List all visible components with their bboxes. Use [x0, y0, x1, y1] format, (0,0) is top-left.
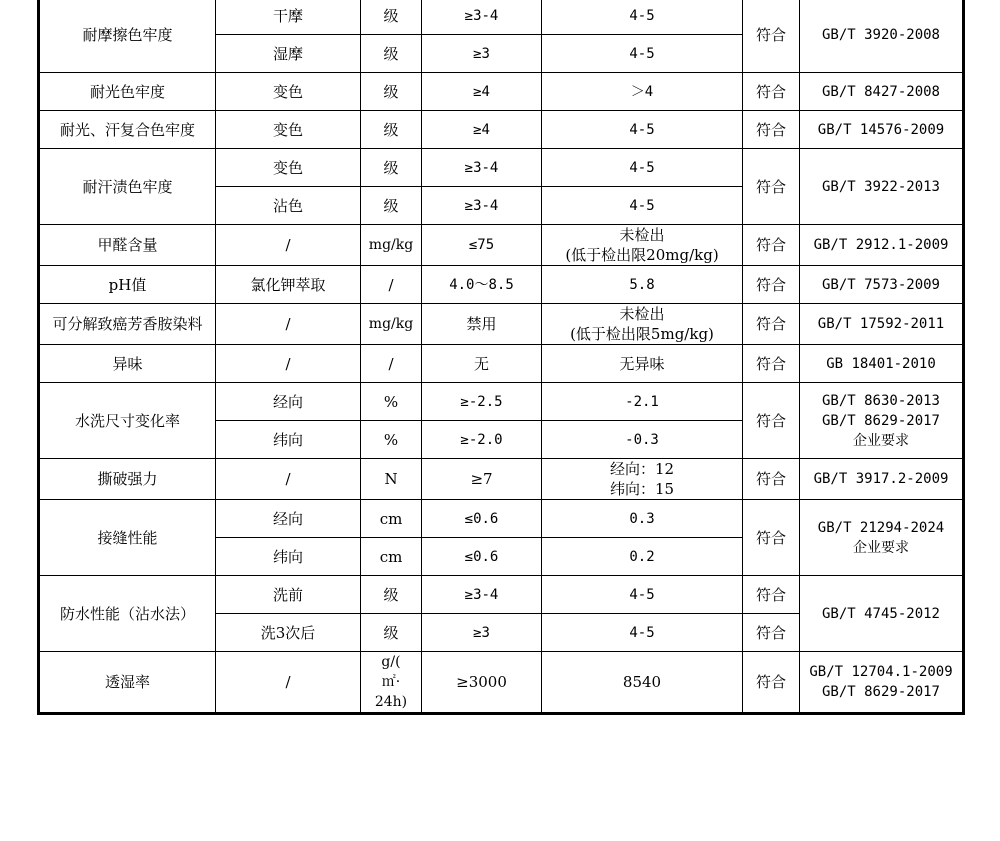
table-row — [39, 111, 964, 149]
verdict-cell: 符合 — [743, 500, 800, 576]
result-cell: 0.2 — [542, 538, 743, 576]
requirement-cell: ≥3-4 — [422, 0, 542, 35]
condition-cell: 纬向 — [216, 538, 361, 576]
result-cell: 0.3 — [542, 500, 743, 538]
test-item-cell: 甲醛含量 — [39, 225, 216, 266]
verdict-cell: 符合 — [743, 304, 800, 345]
condition-cell: 经向 — [216, 383, 361, 421]
unit-cell: 级 — [361, 576, 422, 614]
unit-cell: 级 — [361, 149, 422, 187]
unit-cell: % — [361, 383, 422, 421]
condition-cell: 洗3次后 — [216, 614, 361, 652]
table-row — [39, 149, 964, 187]
requirement-cell: ≥3-4 — [422, 187, 542, 225]
standard-cell: GB/T 21294-2024 企业要求 — [800, 500, 964, 576]
requirement-cell: ≤0.6 — [422, 500, 542, 538]
condition-cell: 湿摩 — [216, 35, 361, 73]
standard-cell: GB 18401-2010 — [800, 345, 964, 383]
requirement-cell: 无 — [422, 345, 542, 383]
test-item-cell: 透湿率 — [39, 652, 216, 714]
condition-cell: 变色 — [216, 73, 361, 111]
test-item-cell: 耐光、汗复合色牢度 — [39, 111, 216, 149]
table-row — [39, 304, 964, 345]
unit-cell: mg/kg — [361, 225, 422, 266]
table-row — [39, 266, 964, 304]
standard-cell: GB/T 2912.1-2009 — [800, 225, 964, 266]
unit-cell: / — [361, 266, 422, 304]
result-cell: 5.8 — [542, 266, 743, 304]
standard-cell: GB/T 7573-2009 — [800, 266, 964, 304]
unit-cell: g/( ㎡· 24h) — [361, 652, 422, 714]
condition-cell: / — [216, 225, 361, 266]
standard-cell: GB/T 8630-2013 GB/T 8629-2017 企业要求 — [800, 383, 964, 459]
unit-cell: mg/kg — [361, 304, 422, 345]
standard-cell: GB/T 3917.2-2009 — [800, 459, 964, 500]
verdict-cell: 符合 — [743, 111, 800, 149]
test-item-cell: pH值 — [39, 266, 216, 304]
unit-cell: 级 — [361, 187, 422, 225]
test-item-cell: 撕破强力 — [39, 459, 216, 500]
result-cell: 4-5 — [542, 149, 743, 187]
requirement-cell: ≥3-4 — [422, 149, 542, 187]
requirement-cell: ≥4 — [422, 73, 542, 111]
condition-cell: 沾色 — [216, 187, 361, 225]
condition-cell: 纬向 — [216, 421, 361, 459]
unit-cell: / — [361, 345, 422, 383]
table-row — [39, 345, 964, 383]
table-row — [39, 73, 964, 111]
unit-cell: % — [361, 421, 422, 459]
unit-cell: 级 — [361, 0, 422, 35]
condition-cell: / — [216, 652, 361, 714]
result-cell: 未检出 (低于检出限5mg/kg) — [542, 304, 743, 345]
condition-cell: / — [216, 345, 361, 383]
test-item-cell: 接缝性能 — [39, 500, 216, 576]
test-item-cell: 耐摩擦色牢度 — [39, 0, 216, 73]
standard-cell: GB/T 3922-2013 — [800, 149, 964, 225]
condition-cell: / — [216, 459, 361, 500]
requirement-cell: ≥4 — [422, 111, 542, 149]
standard-cell: GB/T 4745-2012 — [800, 576, 964, 652]
unit-cell: 级 — [361, 111, 422, 149]
verdict-cell: 符合 — [743, 652, 800, 714]
unit-cell: cm — [361, 538, 422, 576]
requirement-cell: ≥3 — [422, 614, 542, 652]
standard-cell: GB/T 14576-2009 — [800, 111, 964, 149]
result-cell: 4-5 — [542, 187, 743, 225]
table-row — [39, 383, 964, 421]
condition-cell: 变色 — [216, 149, 361, 187]
unit-cell: cm — [361, 500, 422, 538]
verdict-cell: 符合 — [743, 459, 800, 500]
verdict-cell: 符合 — [743, 73, 800, 111]
test-results-table — [37, 0, 965, 715]
result-cell: 4-5 — [542, 614, 743, 652]
condition-cell: 变色 — [216, 111, 361, 149]
result-cell: -0.3 — [542, 421, 743, 459]
verdict-cell: 符合 — [743, 149, 800, 225]
verdict-cell: 符合 — [743, 614, 800, 652]
result-cell: 4-5 — [542, 111, 743, 149]
test-item-cell: 耐光色牢度 — [39, 73, 216, 111]
test-item-cell: 可分解致癌芳香胺染料 — [39, 304, 216, 345]
requirement-cell: ≥3 — [422, 35, 542, 73]
requirement-cell: ≥7 — [422, 459, 542, 500]
requirement-cell: ≤75 — [422, 225, 542, 266]
condition-cell: / — [216, 304, 361, 345]
test-item-cell: 异味 — [39, 345, 216, 383]
table-row — [39, 225, 964, 266]
standard-cell: GB/T 3920-2008 — [800, 0, 964, 73]
requirement-cell: ≥-2.0 — [422, 421, 542, 459]
verdict-cell: 符合 — [743, 383, 800, 459]
unit-cell: 级 — [361, 73, 422, 111]
table-row — [39, 500, 964, 538]
requirement-cell: ≥3000 — [422, 652, 542, 714]
result-cell: 4-5 — [542, 0, 743, 35]
test-item-cell: 耐汗渍色牢度 — [39, 149, 216, 225]
result-cell: 4-5 — [542, 35, 743, 73]
table-row — [39, 459, 964, 500]
result-cell: 未检出 (低于检出限20mg/kg) — [542, 225, 743, 266]
verdict-cell: 符合 — [743, 225, 800, 266]
result-cell: 8540 — [542, 652, 743, 714]
condition-cell: 干摩 — [216, 0, 361, 35]
unit-cell: 级 — [361, 35, 422, 73]
test-item-cell: 防水性能（沾水法） — [39, 576, 216, 652]
result-cell: 无异味 — [542, 345, 743, 383]
result-cell: 经向：12 纬向：15 — [542, 459, 743, 500]
table-row — [39, 0, 964, 35]
unit-cell: 级 — [361, 614, 422, 652]
verdict-cell: 符合 — [743, 345, 800, 383]
requirement-cell: ≥-2.5 — [422, 383, 542, 421]
requirement-cell: ≤0.6 — [422, 538, 542, 576]
standard-cell: GB/T 17592-2011 — [800, 304, 964, 345]
result-cell: 4-5 — [542, 576, 743, 614]
requirement-cell: 禁用 — [422, 304, 542, 345]
condition-cell: 经向 — [216, 500, 361, 538]
verdict-cell: 符合 — [743, 266, 800, 304]
result-cell: -2.1 — [542, 383, 743, 421]
test-item-cell: 水洗尺寸变化率 — [39, 383, 216, 459]
table-row — [39, 576, 964, 614]
unit-cell: N — [361, 459, 422, 500]
requirement-cell: ≥3-4 — [422, 576, 542, 614]
table-row — [39, 652, 964, 714]
standard-cell: GB/T 12704.1-2009 GB/T 8629-2017 — [800, 652, 964, 714]
standard-cell: GB/T 8427-2008 — [800, 73, 964, 111]
verdict-cell: 符合 — [743, 0, 800, 73]
condition-cell: 氯化钾萃取 — [216, 266, 361, 304]
verdict-cell: 符合 — [743, 576, 800, 614]
requirement-cell: 4.0～8.5 — [422, 266, 542, 304]
condition-cell: 洗前 — [216, 576, 361, 614]
result-cell: ＞4 — [542, 73, 743, 111]
